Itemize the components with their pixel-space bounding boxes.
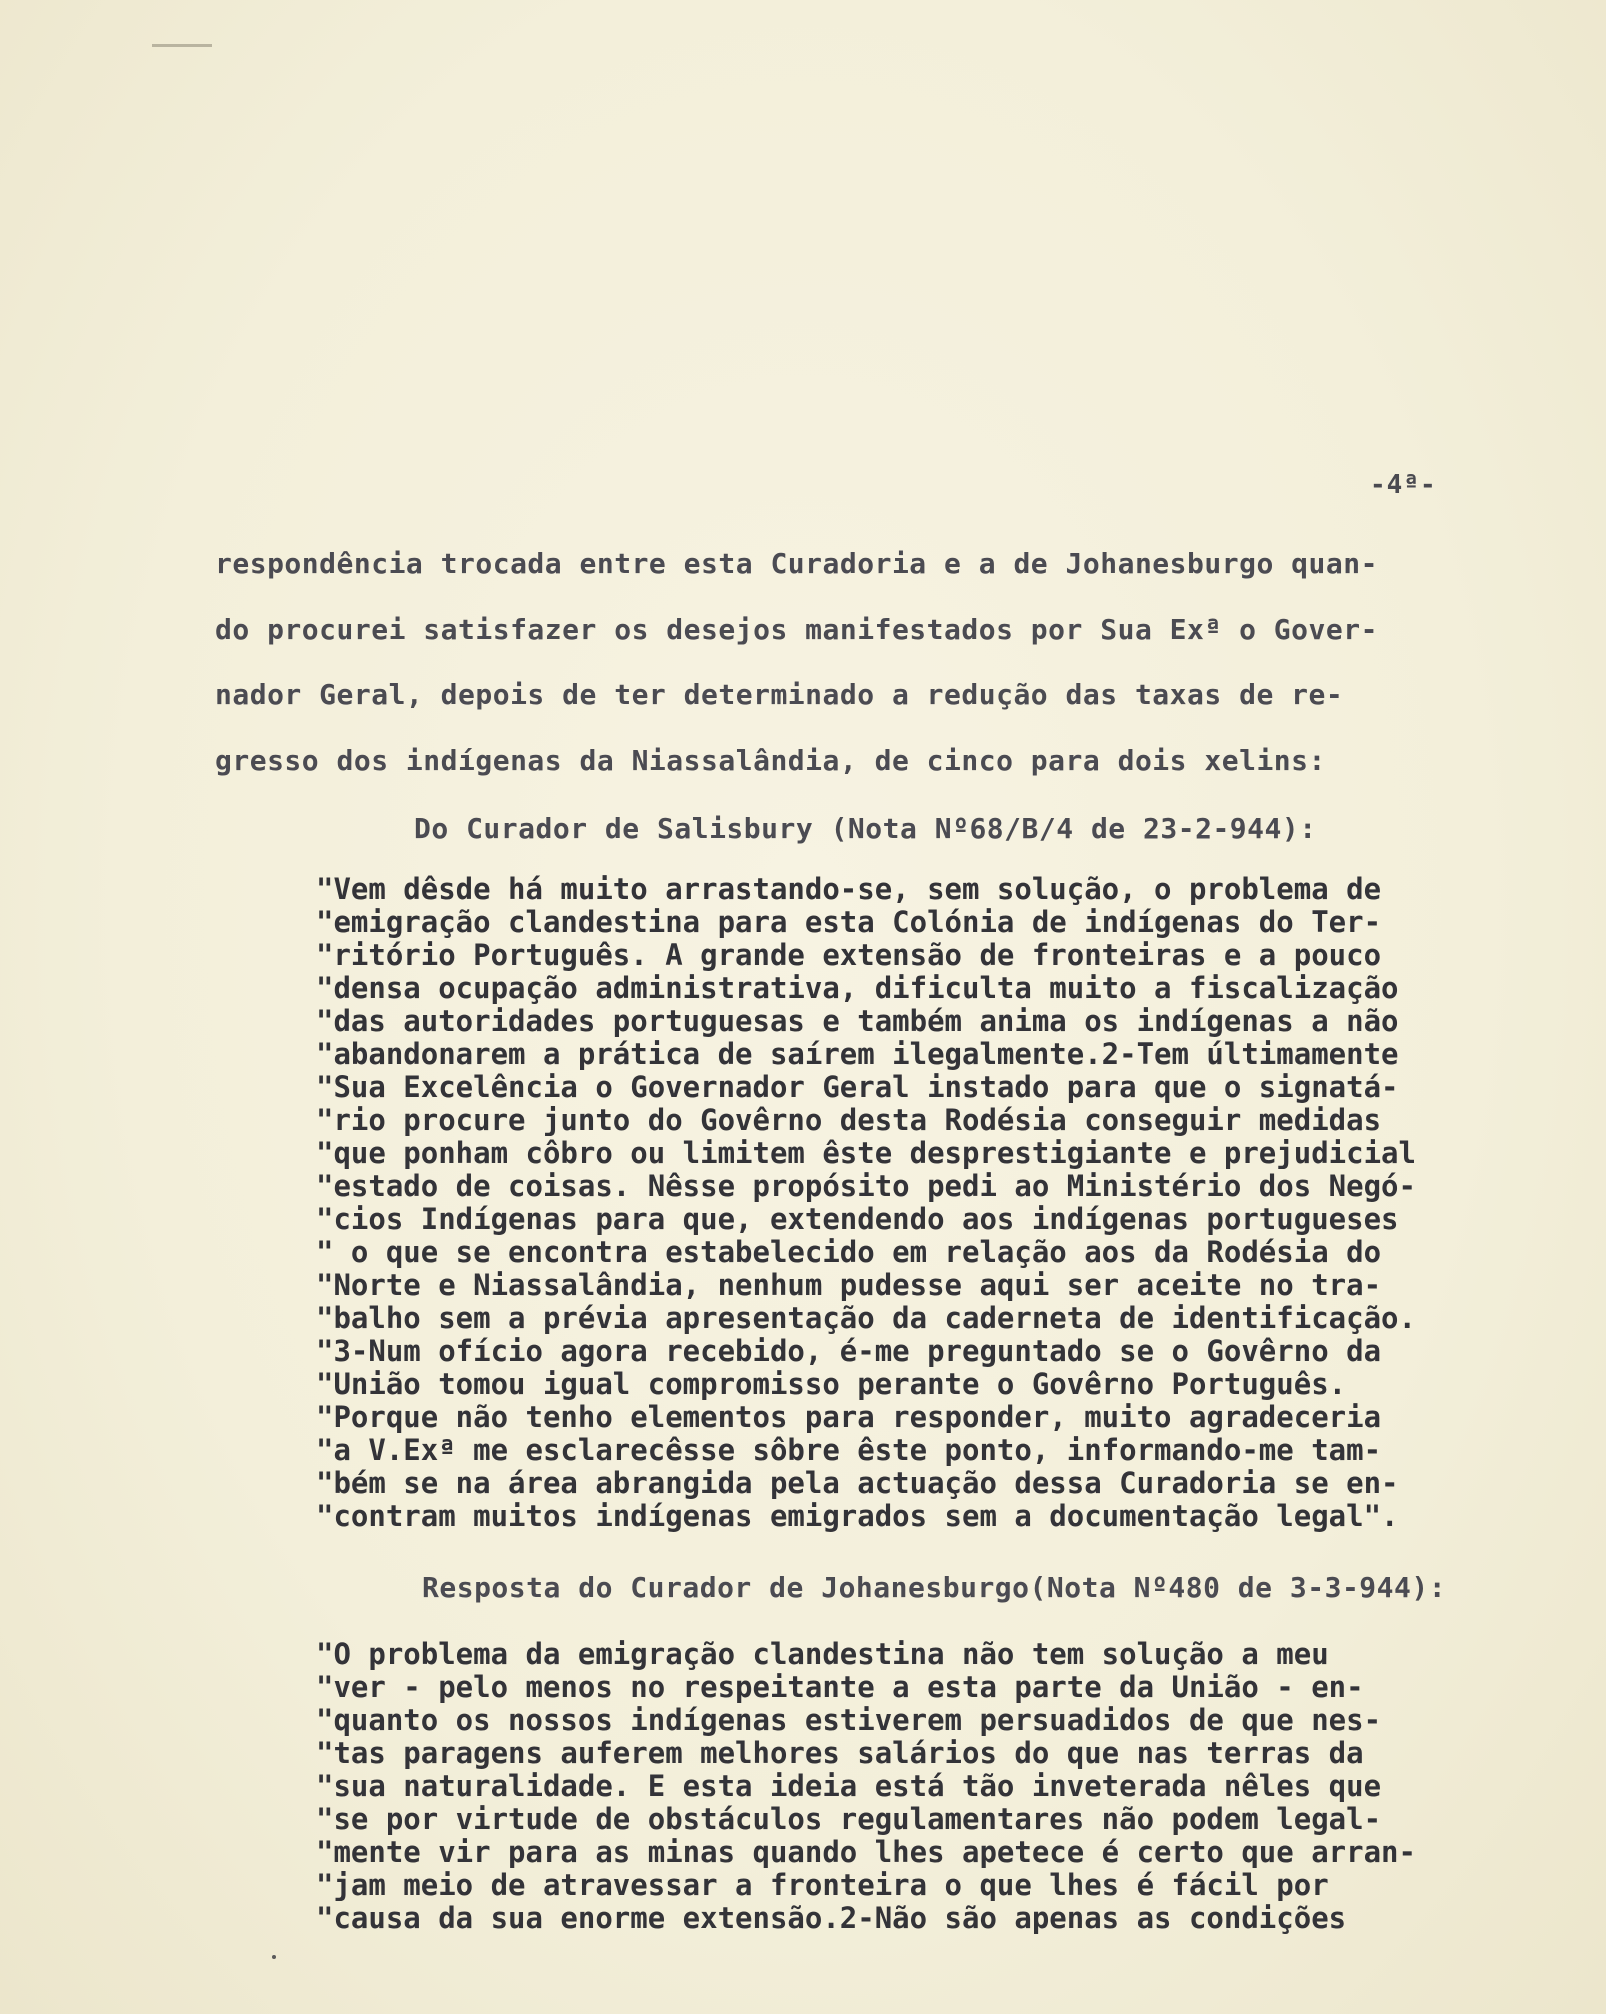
quote-line: "sua naturalidade. E esta ideia está tão inveterada nêles que (316, 1769, 1382, 1803)
quote-line: " o que se encontra estabelecido em relação aos da Rodésia do (316, 1235, 1382, 1269)
quote-line: "abandonarem a prática de saírem ilegalmente.2-Tem últimamente (316, 1037, 1399, 1071)
quote-line: "das autoridades portuguesas e também anima os indígenas a não (316, 1004, 1399, 1038)
quote-line: "ritório Português. A grande extensão de fronteiras e a pouco (316, 938, 1382, 972)
paper-mark (152, 44, 212, 47)
quote-line: "contram muitos indígenas emigrados sem a documentação legal". (316, 1499, 1399, 1533)
section-heading-salisbury: Do Curador de Salisbury (Nota Nº68/B/4 de 23-2-944): (414, 812, 1317, 845)
quote-line: "estado de coisas. Nêsse propósito pedi ao Ministério dos Negó- (316, 1169, 1416, 1203)
quote-line: "densa ocupação administrativa, dificulta muito a fiscalização (316, 971, 1399, 1005)
quote-line: "tas paragens auferem melhores salários do que nas terras da (316, 1736, 1364, 1770)
section-heading-johanesburgo: Resposta do Curador de Johanesburgo(Nota Nº480 de 3-3-944): (422, 1571, 1447, 1604)
quote-line: "cios Indígenas para que, extendendo aos indígenas portugueses (316, 1202, 1399, 1236)
quote-line: "a V.Exª me esclarecêsse sôbre êste ponto, informando-me tam- (316, 1433, 1382, 1467)
quote-line: "jam meio de atravessar a fronteira o que lhes é fácil por (316, 1868, 1329, 1902)
quote-line: "Vem dêsde há muito arrastando-se, sem solução, o problema de (316, 872, 1382, 906)
quote-line: "bém se na área abrangida pela actuação dessa Curadoria se en- (316, 1466, 1399, 1500)
quote-line: "Norte e Niassalândia, nenhum pudesse aqui ser aceite no tra- (316, 1268, 1382, 1302)
quote-line: "O problema da emigração clandestina não tem solução a meu (316, 1637, 1329, 1671)
quote-line: "que ponham côbro ou limitem êste desprestigiante e prejudicial (316, 1136, 1416, 1170)
quote-line: "mente vir para as minas quando lhes apetece é certo que arran- (316, 1835, 1416, 1869)
quote-line: "ver - pelo menos no respeitante a esta parte da União - en- (316, 1670, 1364, 1704)
quote-line: "rio procure junto do Govêrno desta Rodésia conseguir medidas (316, 1103, 1382, 1137)
intro-line: do procurei satisfazer os desejos manifestados por Sua Exª o Gover- (215, 613, 1378, 646)
quote-line: "emigração clandestina para esta Colónia de indígenas do Ter- (316, 905, 1382, 939)
intro-line: gresso dos indígenas da Niassalândia, de cinco para dois xelins: (215, 744, 1326, 777)
quote-line: "Sua Excelência o Governador Geral instado para que o signatá- (316, 1070, 1399, 1104)
quote-line: "3-Num ofício agora recebido, é-me preguntado se o Govêrno da (316, 1334, 1382, 1368)
intro-line: nador Geral, depois de ter determinado a redução das taxas de re- (215, 678, 1344, 711)
quote-line: "balho sem a prévia apresentação da caderneta de identificação. (316, 1301, 1416, 1335)
intro-line: respondência trocada entre esta Curadoria e a de Johanesburgo quan- (215, 547, 1378, 580)
quote-line: "União tomou igual compromisso perante o Govêrno Português. (316, 1367, 1347, 1401)
quote-line: "quanto os nossos indígenas estiverem persuadidos de que nes- (316, 1703, 1382, 1737)
page-number: -4ª- (1370, 470, 1437, 500)
quote-line: "causa da sua enorme extensão.2-Não são apenas as condições (316, 1901, 1347, 1935)
quote-line: "Porque não tenho elementos para responder, muito agradeceria (316, 1400, 1382, 1434)
quote-line: "se por virtude de obstáculos regulamentares não podem legal- (316, 1802, 1382, 1836)
paper-mark (272, 1955, 276, 1959)
